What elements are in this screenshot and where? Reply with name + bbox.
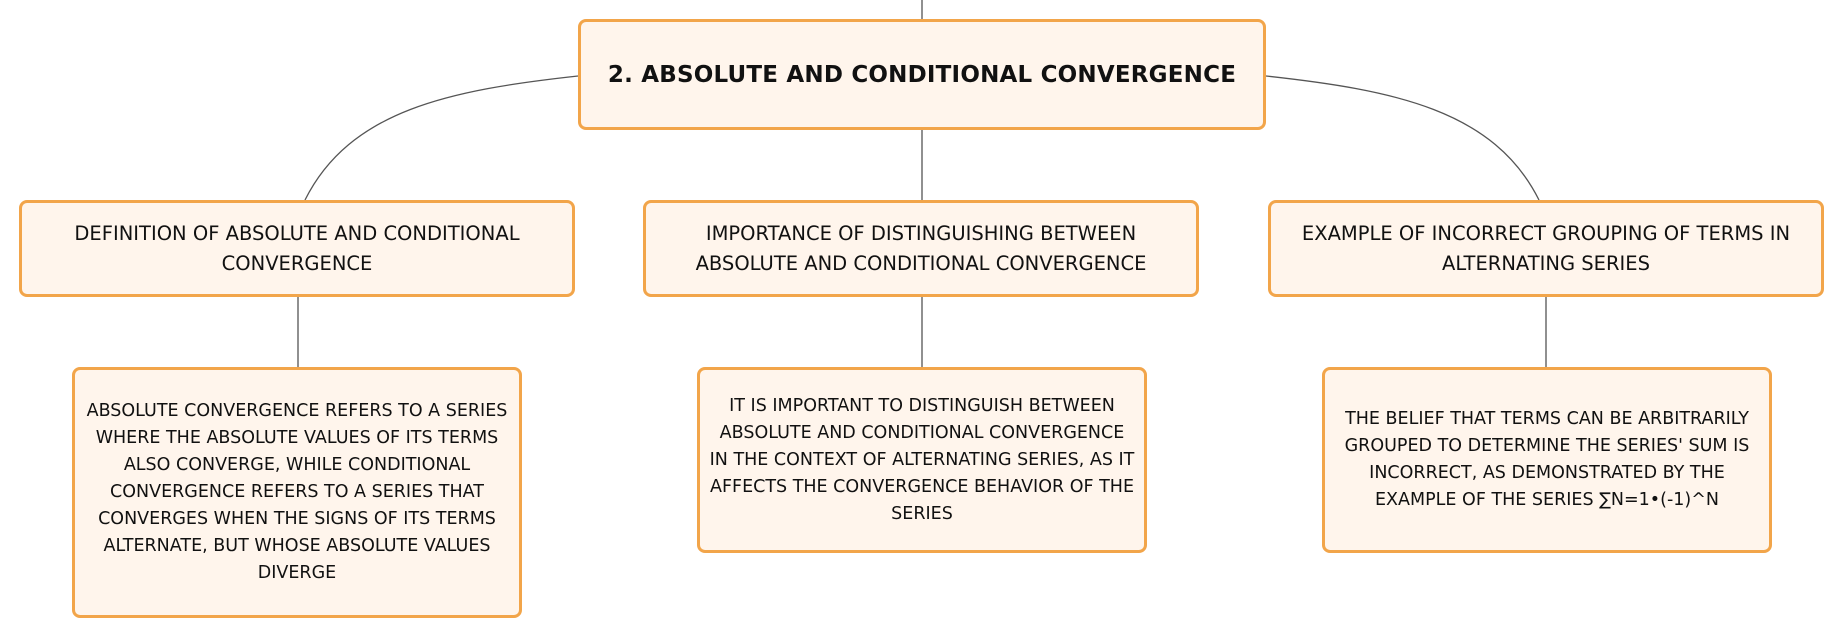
- detail-text-importance: IT IS IMPORTANT TO DISTINGUISH BETWEEN ABSOLUTE AND CONDITIONAL CONVERGENCE IN THE CONTEXT OF ALTERNATING SERIES, AS IT AFFECTS THE CONVERGENCE BEHAVIOR OF THE SERIES: [709, 395, 1135, 524]
- branch-title-definition: DEFINITION OF ABSOLUTE AND CONDITIONAL CONVERGENCE: [74, 221, 520, 275]
- detail-node-definition[interactable]: [72, 367, 522, 618]
- root-topic-title: 2. ABSOLUTE AND CONDITIONAL CONVERGENCE: [607, 61, 1237, 88]
- branch-node-definition[interactable]: [19, 200, 575, 297]
- connector-root-to-branch-3: [1266, 76, 1539, 200]
- detail-text-definition: ABSOLUTE CONVERGENCE REFERS TO A SERIES WHERE THE ABSOLUTE VALUES OF ITS TERMS ALSO CONVERGE, WHILE CONDITIONAL CONVERGENCE REFERS TO A SERIES THAT CONVERGES WHEN THE SIGNS OF ITS TERMS ALTERNATE, BUT WHOSE ABSOLUTE VALUES DIVERGE: [86, 401, 508, 583]
- branch-title-example: EXAMPLE OF INCORRECT GROUPING OF TERMS IN ALTERNATING SERIES: [1301, 221, 1791, 275]
- branch-node-example[interactable]: [1268, 200, 1824, 297]
- detail-text-example: THE BELIEF THAT TERMS CAN BE ARBITRARILY GROUPED TO DETERMINE THE SERIES' SUM IS INCORRECT, AS DEMONSTRATED BY THE EXAMPLE OF THE SERIES ∑N=1•(-1)^N: [1344, 409, 1750, 510]
- detail-node-importance[interactable]: [697, 367, 1147, 553]
- branch-title-importance: IMPORTANCE OF DISTINGUISHING BETWEEN ABSOLUTE AND CONDITIONAL CONVERGENCE: [695, 221, 1147, 275]
- root-topic-node[interactable]: [578, 19, 1266, 130]
- branch-node-importance[interactable]: [643, 200, 1199, 297]
- detail-node-example[interactable]: [1322, 367, 1772, 553]
- connector-root-to-branch-1: [305, 76, 578, 200]
